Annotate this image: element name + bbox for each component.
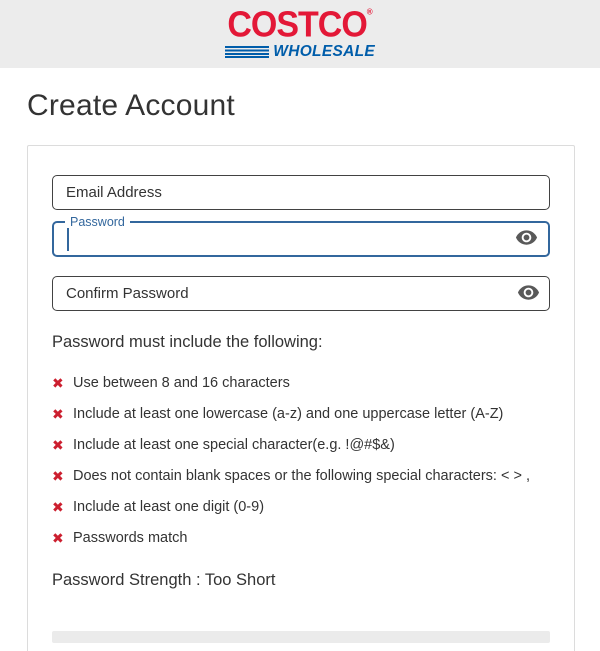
password-field-wrapper xyxy=(52,215,550,257)
requirement-label: Include at least one lowercase (a-z) and one uppercase letter (A-Z) xyxy=(73,406,504,422)
costco-logo xyxy=(225,5,375,61)
create-account-card xyxy=(27,145,575,651)
requirement-label: Passwords match xyxy=(73,530,188,546)
email-input[interactable] xyxy=(52,175,550,210)
costco-brand-text: COSTCO xyxy=(227,5,367,45)
requirement-row xyxy=(52,407,550,421)
visibility-eye-icon xyxy=(517,281,540,307)
requirements-heading: Password must include the following: xyxy=(52,333,323,351)
requirement-row xyxy=(52,438,550,452)
site-header xyxy=(0,0,600,68)
requirement-label: Use between 8 and 16 characters xyxy=(73,375,290,391)
requirement-unmet-icon: ✖ xyxy=(52,499,64,515)
email-field-wrapper xyxy=(52,175,550,210)
requirement-label: Does not contain blank spaces or the following special characters: < > , xyxy=(73,468,531,484)
requirement-unmet-icon: ✖ xyxy=(52,530,64,546)
requirement-label: Include at least one special character(e.g. !@#$&) xyxy=(73,437,395,453)
confirm-password-input[interactable] xyxy=(52,276,550,311)
confirm-password-field-wrapper xyxy=(52,276,550,311)
page-title: Create Account xyxy=(27,89,235,122)
visibility-eye-icon xyxy=(515,226,538,252)
logo-bottom-row xyxy=(225,43,375,61)
requirement-unmet-icon: ✖ xyxy=(52,468,64,484)
password-strength-meter xyxy=(52,631,550,643)
costco-wordmark xyxy=(225,5,375,45)
requirement-unmet-icon: ✖ xyxy=(52,375,64,391)
requirement-row xyxy=(52,469,550,483)
requirements-list xyxy=(52,376,550,545)
wholesale-text: WHOLESALE xyxy=(273,43,375,61)
requirement-unmet-icon: ✖ xyxy=(52,406,64,422)
password-visibility-toggle[interactable] xyxy=(513,226,539,252)
confirm-visibility-toggle[interactable] xyxy=(515,281,541,307)
password-label: Password xyxy=(65,215,130,230)
requirement-row xyxy=(52,376,550,390)
text-caret xyxy=(67,228,69,251)
registered-trademark-symbol: ® xyxy=(366,7,373,17)
requirement-unmet-icon: ✖ xyxy=(52,437,64,453)
requirement-row xyxy=(52,500,550,514)
requirement-row xyxy=(52,531,550,545)
requirement-label: Include at least one digit (0-9) xyxy=(73,499,265,515)
password-strength-label: Password Strength : Too Short xyxy=(52,571,276,589)
logo-stripes-icon xyxy=(225,46,269,58)
